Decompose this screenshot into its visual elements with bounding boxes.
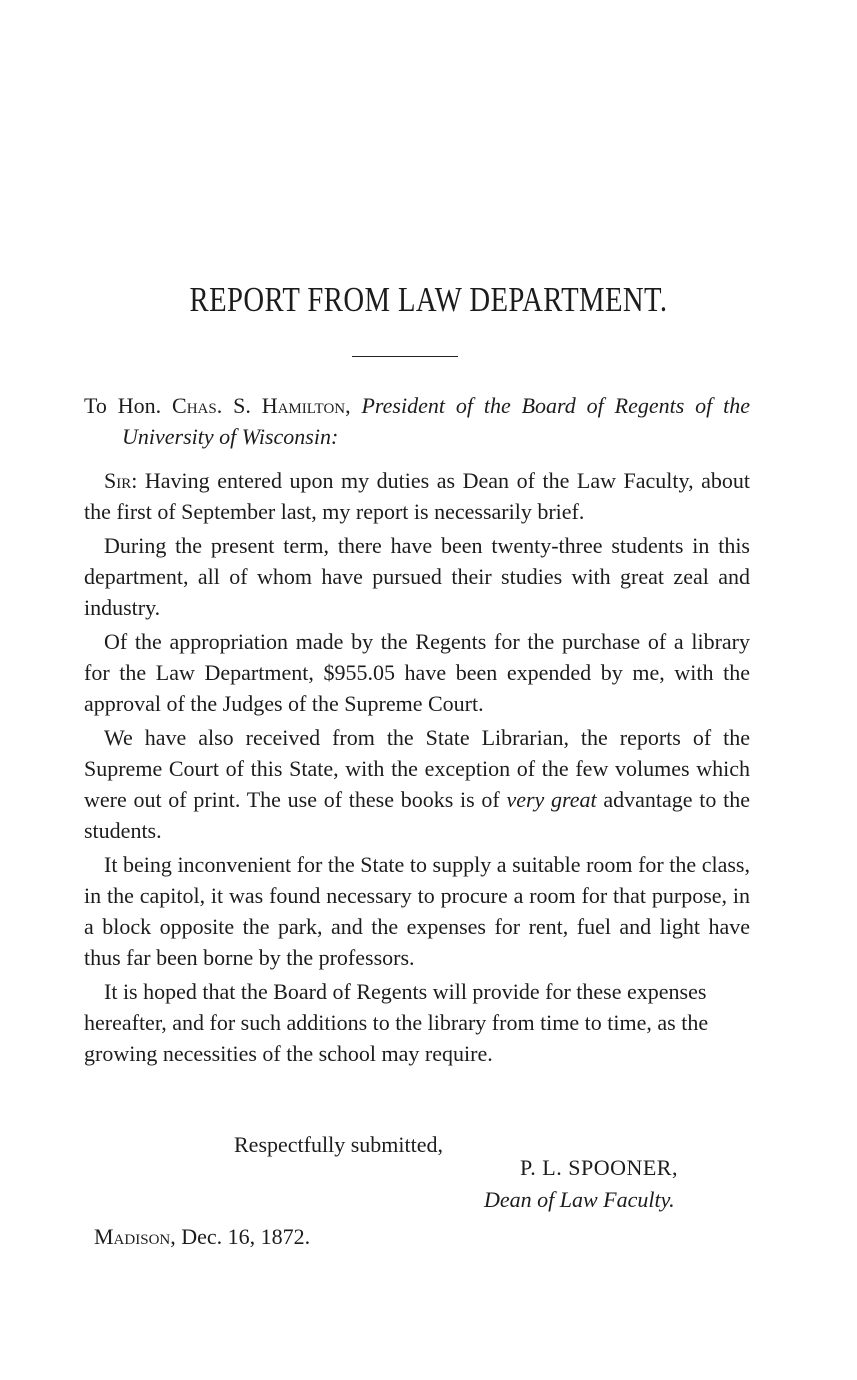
address-line: [84, 390, 750, 452]
title-rule: [352, 356, 458, 357]
paragraph-2: During the present term, there have been twenty-three students in this department, all of whom have pursued their studies with great zeal and industry.: [84, 533, 750, 620]
signer-name: P. L. SPOONER,: [520, 1155, 678, 1180]
paragraph-4-text-a: We have also received from the State Librarian, the reports of the Supreme Court of this State, with the exception of the few volumes which were out of print. The use of these books is of: [84, 725, 750, 812]
report-body: [84, 390, 750, 1069]
place: Madison: [94, 1224, 171, 1249]
place-date: [94, 1224, 310, 1250]
paragraph-6: It is hoped that the Board of Regents will provide for these expenses hereafter, and for such additions to the library from time to time, as the growing necessities of the school may require.: [84, 979, 709, 1066]
address-separator: ,: [345, 393, 362, 418]
report-title: REPORT FROM LAW DEPARTMENT.: [189, 280, 668, 319]
date: , Dec. 16, 1872.: [170, 1224, 311, 1249]
paragraph-5: It being inconvenient for the State to supply a suitable room for the class, in the capitol, it was found necessary to procure a room for that purpose, in a block opposite the park, and the expenses for rent, fuel and light have thus far been borne by the professors.: [84, 852, 750, 970]
closing-line: Respectfully submitted,: [234, 1132, 443, 1157]
paragraph-1-text: : Having entered upon my duties as Dean of the Law Faculty, about the first of September last, my report is necessarily brief.: [84, 468, 750, 524]
paragraph-3: Of the appropriation made by the Regents for the purchase of a library for the Law Department, $955.05 have been expended by me, with the approval of the Judges of the Supreme Court.: [84, 629, 750, 716]
paragraph-1: [84, 465, 750, 527]
paragraph-4-emphasis: very great: [506, 787, 597, 812]
salutation: Sir: [104, 468, 132, 493]
paragraph-4: [84, 722, 750, 846]
address-prefix: To Hon.: [84, 393, 173, 418]
addressee-role: President of the Board of Regents of the University of Wisconsin:: [122, 393, 751, 449]
paragraph-4-text-b: advantage to the students.: [84, 787, 750, 843]
signer-title: Dean of Law Faculty.: [484, 1187, 675, 1212]
addressee-name: Chas. S. Hamilton: [172, 393, 346, 418]
